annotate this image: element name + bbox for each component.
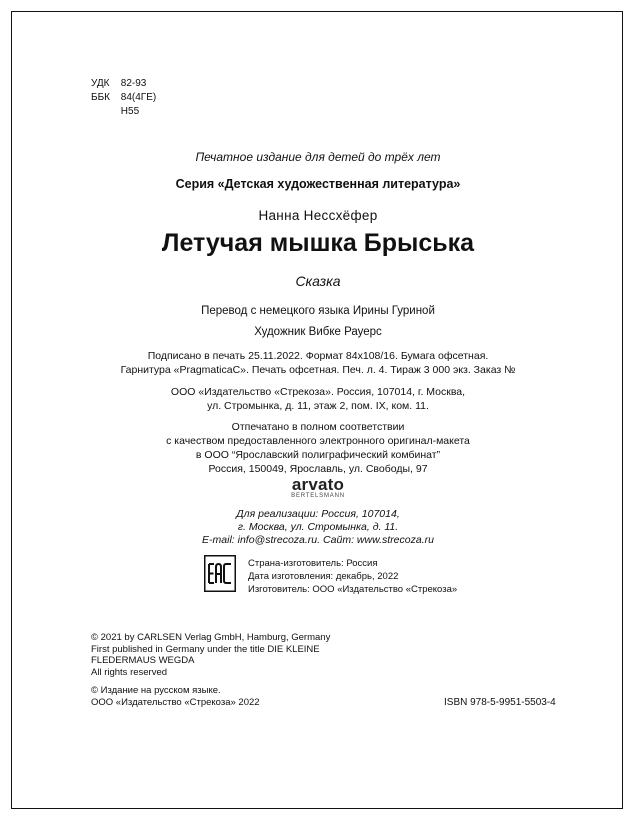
russian-edition-line: © Издание на русском языке.	[91, 685, 221, 696]
series: Серия «Детская художественная литература»	[175, 177, 461, 191]
printer-line: в ООО “Ярославский полиграфический комбинат”	[195, 449, 441, 461]
russian-edition	[91, 685, 260, 709]
address-line: ООО «Издательство «Стрекоза». Россия, 107014, г. Москва,	[170, 386, 466, 398]
manufacture-line: Изготовитель: ООО «Издательство «Стрекоза»	[248, 584, 458, 595]
russian-edition-line: ООО «Издательство «Стрекоза» 2022	[91, 697, 260, 708]
udk-label: УДК	[91, 78, 110, 89]
publisher-address	[0, 385, 636, 413]
printer-line: Отпечатано в полном соответствии	[231, 421, 405, 433]
address-line: ул. Стромынка, д. 11, этаж 2, пом. IX, ком. 11.	[207, 400, 429, 412]
bbk-label: ББК	[91, 92, 110, 103]
classification-block	[91, 77, 156, 119]
logo-sub: BERTELSMANN	[291, 493, 345, 499]
distribution	[0, 508, 636, 547]
udk-code: 82-93	[120, 78, 147, 89]
print-info-line: Подписано в печать 25.11.2022. Формат 84x108/16. Бумага офсетная.	[147, 350, 489, 362]
printer-info	[0, 420, 636, 476]
copyright-line: First published in Germany under the title DIE KLEINE	[91, 643, 320, 655]
copyright-block	[91, 632, 330, 678]
author-mark: Н55	[120, 106, 140, 117]
eac-mark-icon	[204, 555, 236, 592]
distribution-line: E-mail: info@strecoza.ru. Сайт: www.strecoza.ru	[202, 534, 434, 546]
print-info-line: Гарнитура «PragmaticaC». Печать офсетная. Печ. л. 4. Тираж 3 000 экз. Заказ №	[120, 364, 516, 376]
printer-line: с качеством предоставленного электронного оригинал-макета	[166, 435, 470, 447]
bbk-code: 84(4ГЕ)	[120, 92, 157, 103]
isbn: ISBN 978-5-9951-5503-4	[444, 697, 556, 708]
book-title: Летучая мышка Брыська	[161, 229, 475, 257]
author: Нанна Нессхёфер	[258, 208, 378, 223]
logo-name: arvato	[291, 475, 345, 494]
translation: Перевод с немецкого языка Ирины Гуриной	[201, 305, 435, 317]
copyright-line: FLEDERMAUS WEGDA	[91, 655, 195, 666]
distribution-line: г. Москва, ул. Стромынка, д. 11.	[237, 521, 399, 533]
manufacture-line: Страна-изготовитель: Россия	[248, 558, 378, 569]
printer-logo	[0, 475, 636, 499]
illustrator: Художник Вибке Рауерс	[254, 326, 382, 338]
print-info	[0, 349, 636, 377]
age-note: Печатное издание для детей до трёх лет	[195, 150, 441, 164]
manufacture-info	[248, 557, 457, 596]
manufacture-line: Дата изготовления: декабрь, 2022	[248, 571, 399, 582]
copyright-line: © 2021 by CARLSEN Verlag GmbH, Hamburg, Germany	[91, 632, 331, 643]
copyright-line: All rights reserved	[91, 666, 168, 678]
genre: Сказка	[295, 273, 341, 289]
printer-line: Россия, 150049, Ярославль, ул. Свободы, 97	[208, 463, 428, 475]
distribution-line: Для реализации: Россия, 107014,	[236, 508, 400, 520]
